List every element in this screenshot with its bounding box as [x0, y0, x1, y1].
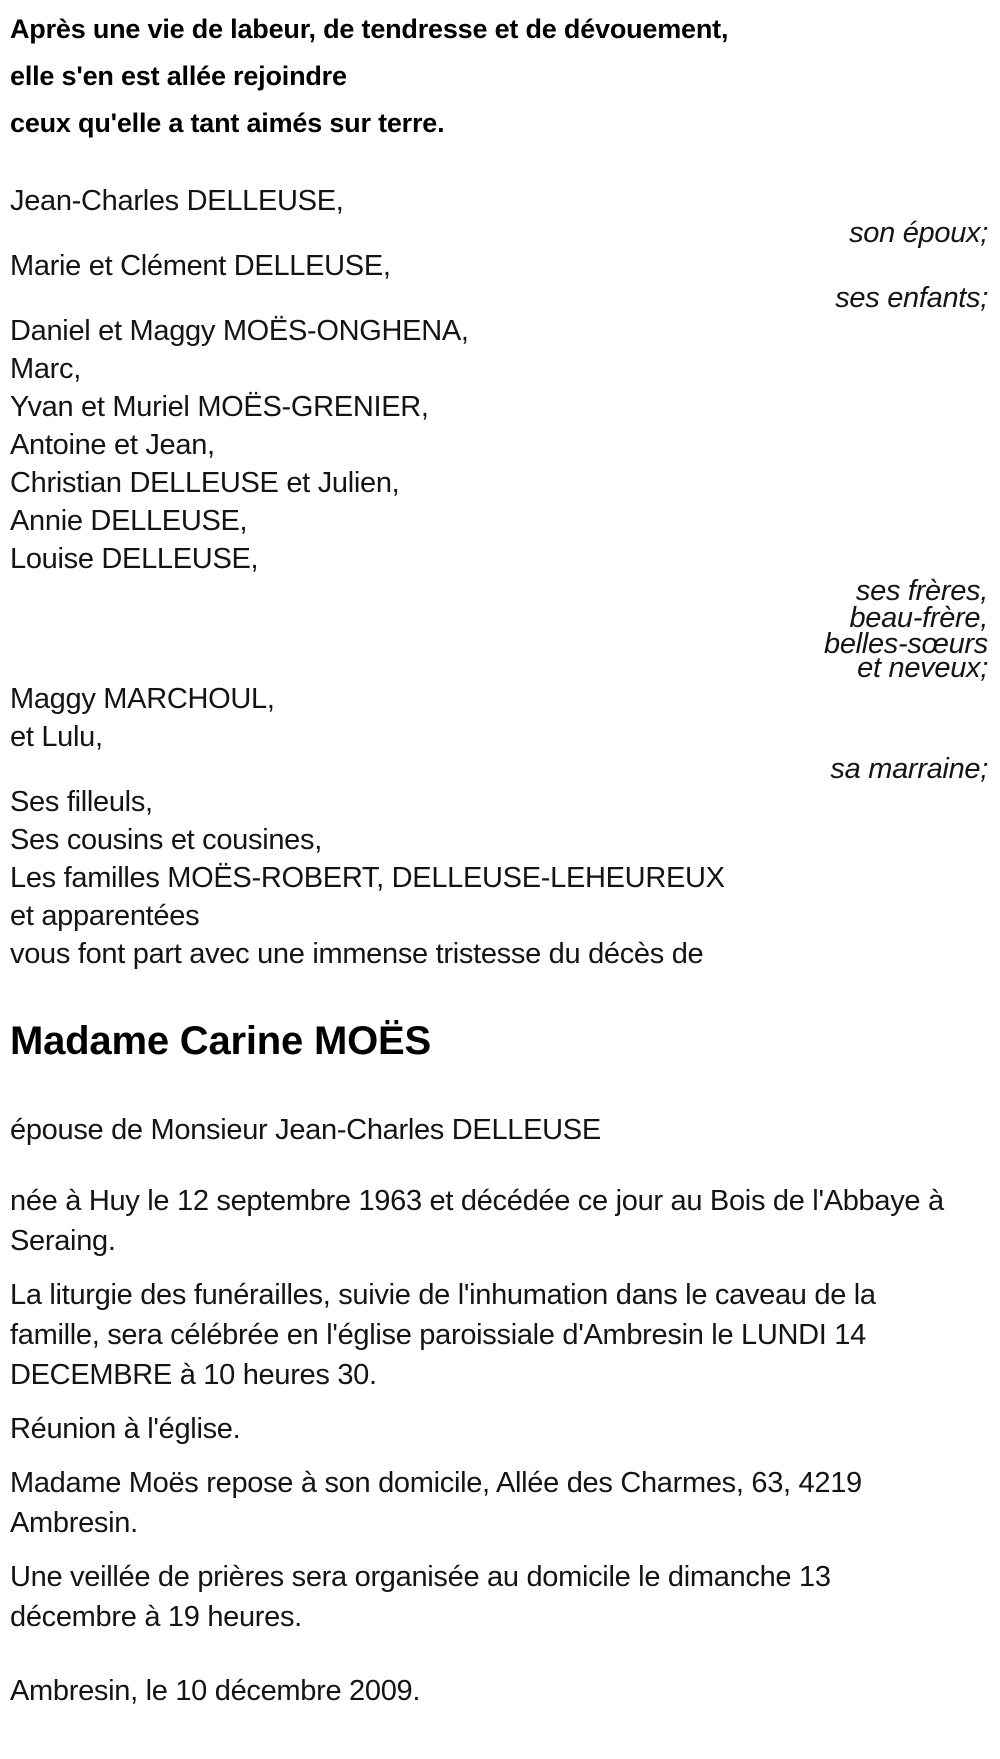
deceased-name-heading: Madame Carine MOËS: [10, 1019, 431, 1063]
paragraph-line: Ambresin.: [10, 1507, 138, 1539]
family-member-line: et Lulu,: [10, 721, 103, 753]
paragraph-line: Réunion à l'église.: [10, 1413, 241, 1445]
relation-label: ses enfants;: [835, 282, 988, 314]
paragraph-line: DECEMBRE à 10 heures 30.: [10, 1359, 377, 1391]
relation-label: beau-frère,: [849, 602, 988, 634]
family-member-line: Ses filleuls,: [10, 786, 153, 818]
family-member-line: Louise DELLEUSE,: [10, 543, 259, 575]
family-member-line: Marc,: [10, 353, 82, 385]
relation-label: [10, 628, 990, 684]
relation-label: ses frères,: [855, 575, 988, 607]
birth-death-paragraph: [10, 1181, 990, 1261]
family-member-line: Antoine et Jean,: [10, 429, 215, 461]
epitaph: [10, 6, 990, 147]
family-member-line: Annie DELLEUSE,: [10, 505, 248, 537]
relation-label: son époux;: [849, 217, 988, 249]
reunion-paragraph: [10, 1409, 990, 1449]
epitaph-line: Après une vie de labeur, de tendresse et de dévouement,: [10, 14, 729, 44]
family-member-line: Christian DELLEUSE et Julien,: [10, 467, 400, 499]
paragraph-line: Une veillée de prières sera organisée au domicile le dimanche 13: [10, 1561, 831, 1593]
epitaph-line: elle s'en est allée rejoindre: [10, 61, 347, 91]
paragraph-line: La liturgie des funérailles, suivie de l'inhumation dans le caveau de la: [10, 1279, 876, 1311]
relation-label-line: belles-sœurs: [824, 628, 988, 660]
family-member-line: et apparentées: [10, 900, 200, 932]
announcement-line: vous font part avec une immense tristesse du décès de: [10, 938, 704, 970]
family-member-line: Les familles MOËS-ROBERT, DELLEUSE-LEHEUREUX: [10, 862, 725, 894]
paragraph-line: famille, sera célébrée en l'église paroissiale d'Ambresin le LUNDI 14: [10, 1319, 866, 1351]
epitaph-line: ceux qu'elle a tant aimés sur terre.: [10, 108, 445, 138]
dateline: Ambresin, le 10 décembre 2009.: [10, 1675, 421, 1707]
paragraph-line: Seraing.: [10, 1225, 116, 1257]
paragraph-line: née à Huy le 12 septembre 1963 et décédée ce jour au Bois de l'Abbaye à: [10, 1185, 944, 1217]
relation-label-line: et neveux;: [857, 652, 988, 684]
paragraph-line: décembre à 19 heures.: [10, 1601, 302, 1633]
family-member-line: Maggy MARCHOUL,: [10, 683, 275, 715]
liturgy-paragraph: [10, 1275, 990, 1395]
paragraph-line: Madame Moës repose à son domicile, Allée des Charmes, 63, 4219: [10, 1467, 862, 1499]
relation-label: sa marraine;: [830, 753, 988, 785]
spouse-line: épouse de Monsieur Jean-Charles DELLEUSE: [10, 1114, 601, 1146]
funeral-details: [10, 1181, 990, 1637]
vigil-paragraph: [10, 1557, 990, 1637]
family-member-line: Ses cousins et cousines,: [10, 824, 322, 856]
family-announcement-list: [10, 182, 990, 973]
family-member-line: Yvan et Muriel MOËS-GRENIER,: [10, 391, 429, 423]
repose-paragraph: [10, 1463, 990, 1543]
family-member-line: Jean-Charles DELLEUSE,: [10, 185, 344, 217]
family-member-line: Marie et Clément DELLEUSE,: [10, 250, 391, 282]
family-member-line: Daniel et Maggy MOËS-ONGHENA,: [10, 315, 469, 347]
